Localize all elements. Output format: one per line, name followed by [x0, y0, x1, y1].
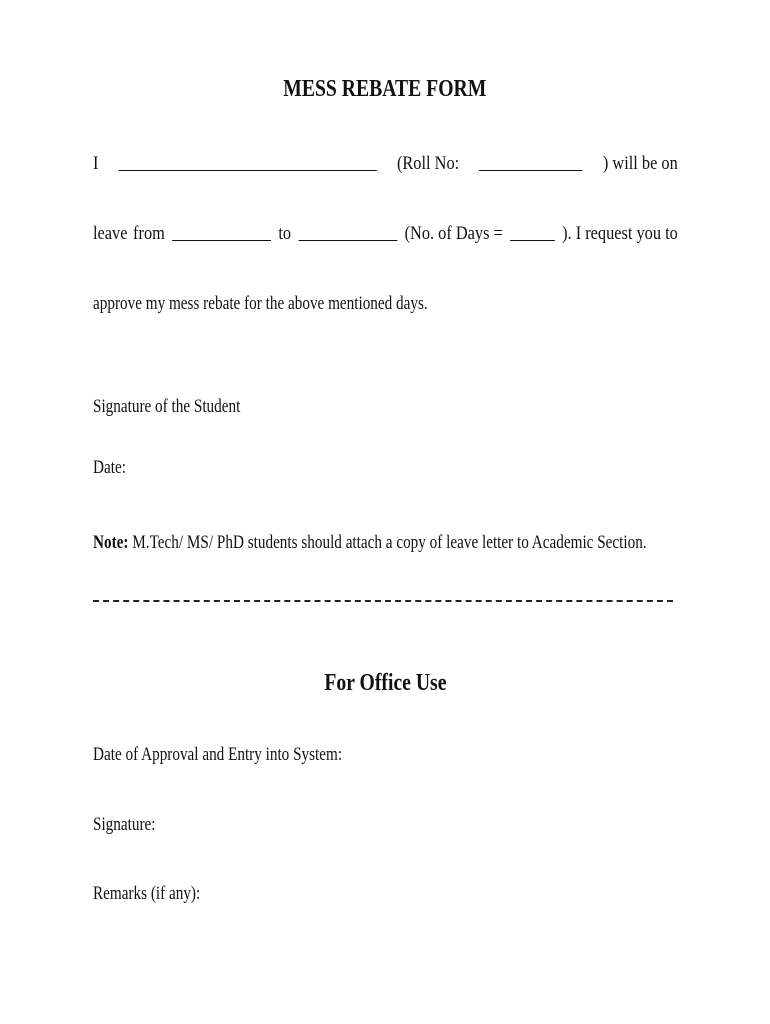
office-signature-label: Signature:: [93, 814, 156, 835]
date-label: Date:: [93, 457, 126, 478]
days-count-blank[interactable]: [510, 222, 555, 241]
note-label: Note:: [93, 532, 129, 553]
declaration-line-1: [93, 152, 678, 176]
from-text: from: [133, 223, 165, 244]
student-signature-label: Signature of the Student: [93, 396, 241, 417]
remarks-label: Remarks (if any):: [93, 883, 201, 904]
declaration-line-2: [93, 222, 678, 246]
from-date-blank[interactable]: [172, 222, 271, 241]
roll-number-blank[interactable]: [479, 152, 582, 171]
form-title: MESS REBATE FORM: [283, 76, 487, 102]
leave-text: leave: [93, 223, 128, 244]
roll-label: (Roll No:: [396, 153, 460, 174]
office-use-title: For Office Use: [323, 670, 447, 696]
will-be-on-text: ) will be on: [602, 153, 678, 174]
pronoun-text: I: [93, 153, 99, 174]
note-line: [93, 531, 678, 555]
to-date-blank[interactable]: [298, 222, 397, 241]
to-text: to: [278, 223, 292, 244]
approval-date-label: Date of Approval and Entry into System:: [93, 744, 343, 765]
days-label: (No. of Days =: [404, 223, 503, 244]
declaration-line-3: approve my mess rebate for the above mentioned days.: [93, 293, 428, 314]
name-blank[interactable]: [119, 152, 377, 171]
request-text: ). I request you to: [562, 223, 678, 244]
note-text: M.Tech/ MS/ PhD students should attach a copy of leave letter to Academic Section.: [132, 532, 647, 553]
separator-dashed-line: [93, 600, 673, 602]
